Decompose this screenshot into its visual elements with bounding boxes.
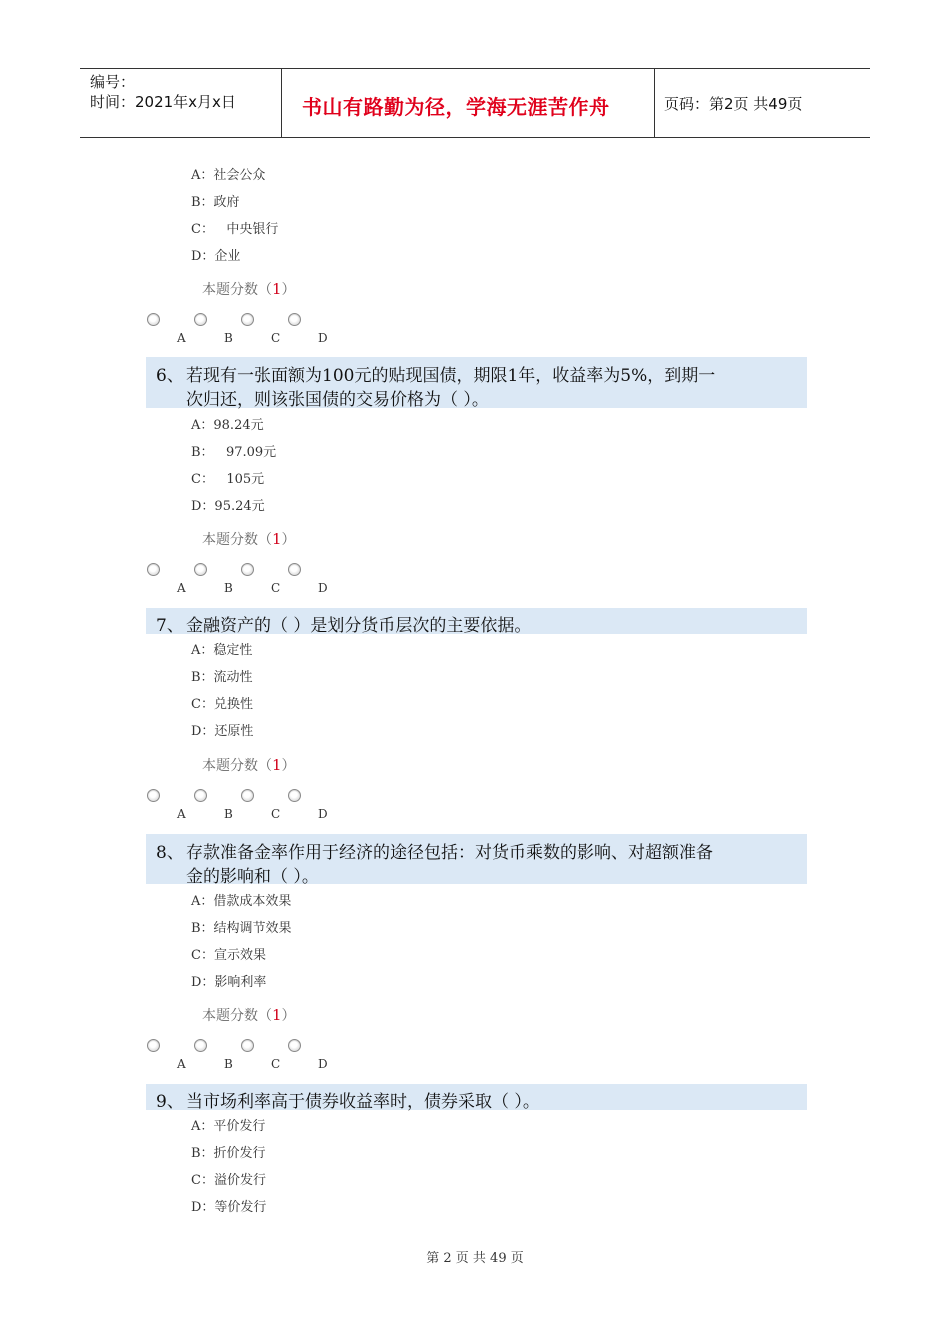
question-8-text-line1: 存款准备金率作用于经济的途径包括：对货币乘数的影响、对超额准备 bbox=[186, 843, 713, 863]
question-8-number: 8、 bbox=[156, 843, 184, 863]
header-motto-cell bbox=[282, 69, 655, 137]
q5-radio-label-d: D bbox=[318, 331, 328, 345]
q5-option-d: D：企业 bbox=[191, 249, 241, 264]
q7-radio-label-d: D bbox=[318, 807, 328, 821]
q6-radio-a[interactable] bbox=[147, 563, 160, 576]
question-6-text-line2: 次归还，则该张国债的交易价格为（ ）。 bbox=[186, 390, 489, 410]
q6-option-d: D：95.24元 bbox=[191, 499, 265, 514]
question-7-text: 金融资产的（ ）是划分货币层次的主要依据。 bbox=[186, 616, 532, 636]
q5-option-c: C： 中央银行 bbox=[191, 222, 279, 237]
question-9-text: 当市场利率高于债券收益率时，债券采取（ ）。 bbox=[186, 1092, 540, 1112]
question-6-bar bbox=[146, 357, 807, 408]
question-8-text-line2: 金的影响和（ ）。 bbox=[186, 867, 319, 887]
page-number-label: 页码：第2页 共49页 bbox=[664, 95, 803, 113]
q7-option-b: B：流动性 bbox=[191, 670, 253, 685]
q8-radio-c[interactable] bbox=[241, 1039, 254, 1052]
q6-option-c: C： 105元 bbox=[191, 472, 265, 487]
question-9-bar bbox=[146, 1084, 807, 1110]
q8-option-b: B：结构调节效果 bbox=[191, 921, 292, 936]
question-8-bar bbox=[146, 834, 807, 887]
q5-score: 本题分数（1） bbox=[202, 280, 296, 298]
q7-radio-b[interactable] bbox=[194, 789, 207, 802]
q8-radio-b[interactable] bbox=[194, 1039, 207, 1052]
q8-radio-label-b: B bbox=[224, 1057, 233, 1071]
q6-radio-d[interactable] bbox=[288, 563, 301, 576]
q6-score-value: 1 bbox=[272, 530, 282, 548]
question-6-text-line1: 若现有一张面额为100元的贴现国债，期限1年，收益率为5%，到期一 bbox=[186, 366, 716, 386]
q6-radio-label-d: D bbox=[318, 581, 328, 595]
q6-radio-label-b: B bbox=[224, 581, 233, 595]
q7-option-d: D：还原性 bbox=[191, 724, 254, 739]
q8-radio-a[interactable] bbox=[147, 1039, 160, 1052]
q6-radio-label-a: A bbox=[177, 581, 186, 595]
q5-radio-label-a: A bbox=[177, 331, 186, 345]
q6-score: 本题分数（1） bbox=[202, 530, 296, 548]
header-meta-cell bbox=[80, 69, 282, 137]
q7-radio-d[interactable] bbox=[288, 789, 301, 802]
q8-option-a: A：借款成本效果 bbox=[191, 894, 292, 909]
q5-radio-b[interactable] bbox=[194, 313, 207, 326]
question-7-number: 7、 bbox=[156, 616, 184, 636]
q7-radio-label-a: A bbox=[177, 807, 186, 821]
q6-radio-b[interactable] bbox=[194, 563, 207, 576]
q5-radio-c[interactable] bbox=[241, 313, 254, 326]
q7-radio-label-c: C bbox=[271, 807, 281, 821]
q6-option-b: B： 97.09元 bbox=[191, 445, 277, 460]
q9-option-a: A：平价发行 bbox=[191, 1119, 266, 1134]
q5-radio-d[interactable] bbox=[288, 313, 301, 326]
q8-option-d: D：影响利率 bbox=[191, 975, 267, 990]
q8-score: 本题分数（1） bbox=[202, 1006, 296, 1024]
q5-option-a: A：社会公众 bbox=[191, 168, 266, 183]
q7-score-value: 1 bbox=[272, 756, 282, 774]
q6-radio-label-c: C bbox=[271, 581, 281, 595]
q8-option-c: C：宣示效果 bbox=[191, 948, 266, 963]
q5-radio-a[interactable] bbox=[147, 313, 160, 326]
question-7-bar bbox=[146, 608, 807, 634]
question-6-number: 6、 bbox=[156, 366, 184, 386]
q7-option-c: C：兑换性 bbox=[191, 697, 253, 712]
q5-score-value: 1 bbox=[272, 280, 282, 298]
q8-radio-label-c: C bbox=[271, 1057, 281, 1071]
q6-radio-c[interactable] bbox=[241, 563, 254, 576]
motto-text: 书山有路勤为径，学海无涯苦作舟 bbox=[302, 95, 610, 119]
q8-score-value: 1 bbox=[272, 1006, 282, 1024]
q8-radio-d[interactable] bbox=[288, 1039, 301, 1052]
q7-score: 本题分数（1） bbox=[202, 756, 296, 774]
q9-option-c: C：溢价发行 bbox=[191, 1173, 266, 1188]
q5-option-b: B：政府 bbox=[191, 195, 240, 210]
page-footer: 第 2 页 共 49 页 bbox=[426, 1251, 524, 1266]
q7-radio-c[interactable] bbox=[241, 789, 254, 802]
date-label: 时间：2021年x月x日 bbox=[90, 93, 236, 111]
q7-radio-label-b: B bbox=[224, 807, 233, 821]
serial-number-label: 编号： bbox=[90, 73, 136, 91]
q8-radio-label-a: A bbox=[177, 1057, 186, 1071]
q9-option-d: D：等价发行 bbox=[191, 1200, 267, 1215]
q6-option-a: A：98.24元 bbox=[191, 418, 264, 433]
question-9-number: 9、 bbox=[156, 1092, 184, 1112]
q9-option-b: B：折价发行 bbox=[191, 1146, 266, 1161]
q8-radio-label-d: D bbox=[318, 1057, 328, 1071]
page-header bbox=[80, 68, 870, 138]
q5-radio-label-b: B bbox=[224, 331, 233, 345]
header-page-cell bbox=[655, 69, 870, 137]
q7-radio-a[interactable] bbox=[147, 789, 160, 802]
q7-option-a: A：稳定性 bbox=[191, 643, 253, 658]
q5-radio-label-c: C bbox=[271, 331, 281, 345]
